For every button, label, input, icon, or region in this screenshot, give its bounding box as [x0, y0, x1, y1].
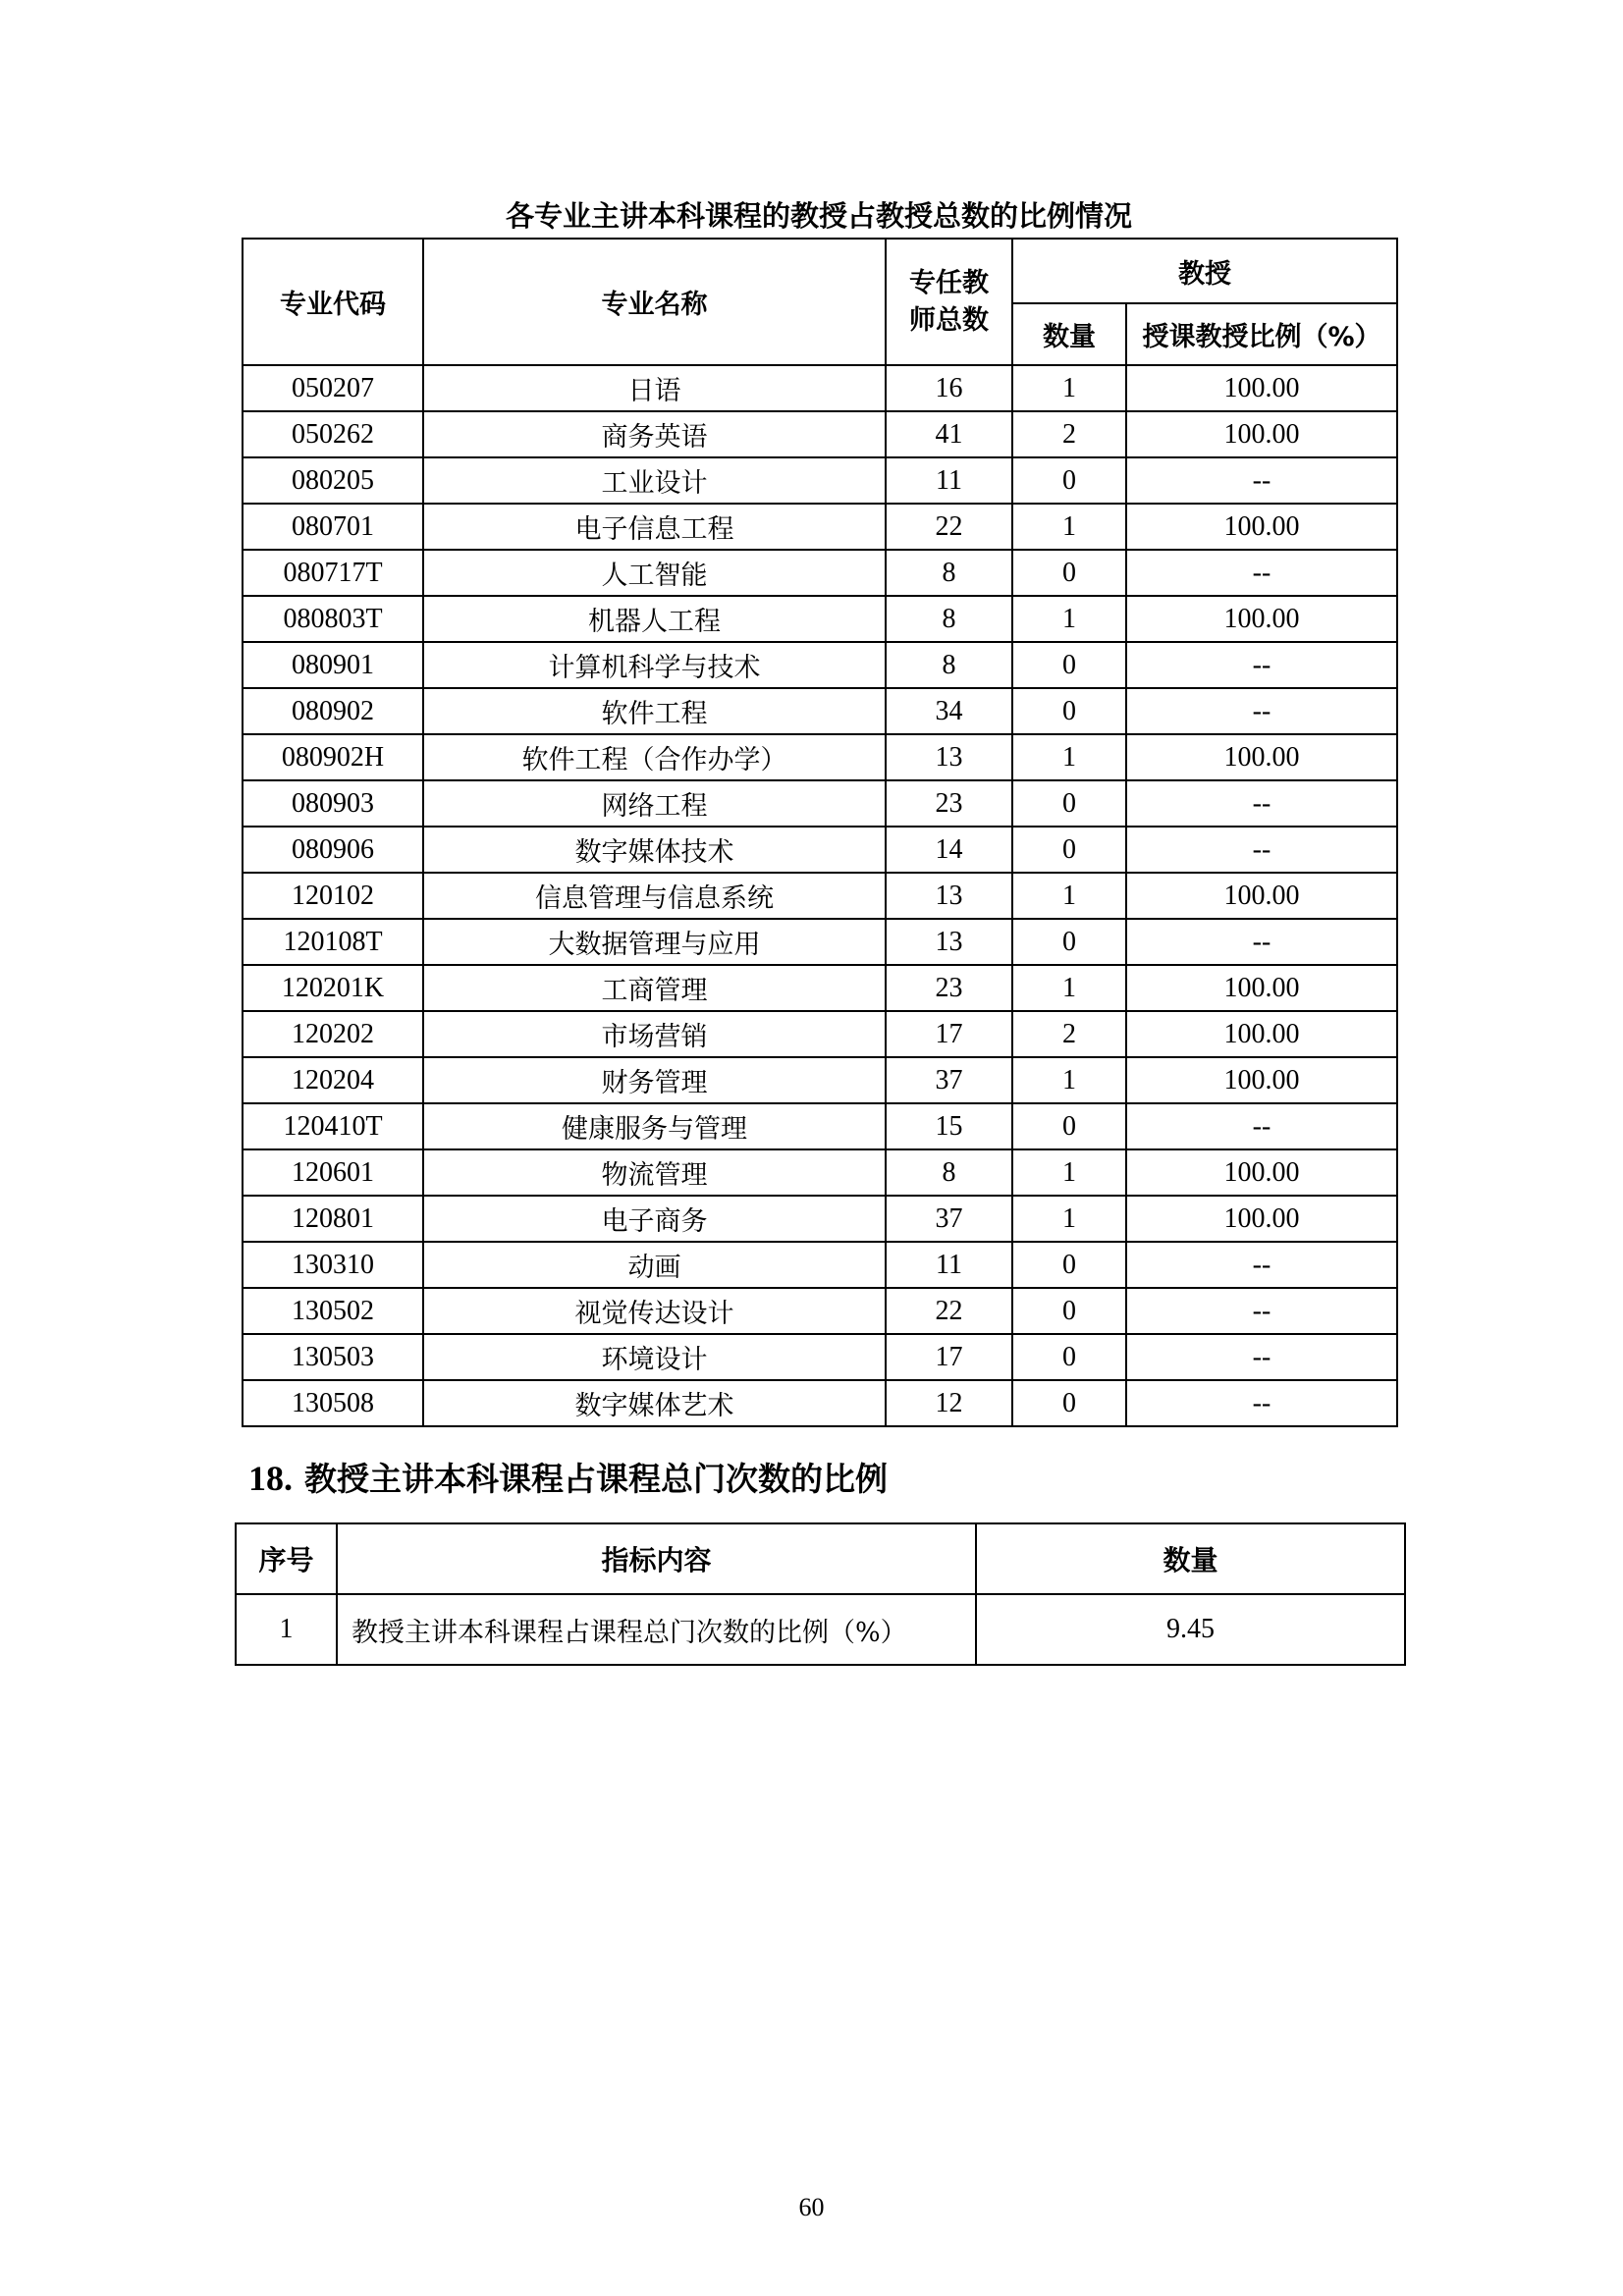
cell-major-code: 120601 — [243, 1149, 423, 1196]
cell-major-name: 物流管理 — [423, 1149, 886, 1196]
cell-professor-ratio: 100.00 — [1126, 411, 1397, 457]
table-title: 各专业主讲本科课程的教授占教授总数的比例情况 — [505, 199, 1132, 233]
cell-major-name: 市场营销 — [423, 1011, 886, 1057]
cell-major-name: 动画 — [423, 1242, 886, 1288]
cell-professor-ratio: 100.00 — [1126, 965, 1397, 1011]
cell-major-code: 080906 — [243, 827, 423, 873]
cell-professor-ratio: -- — [1126, 1288, 1397, 1334]
cell-professor-ratio: -- — [1126, 457, 1397, 504]
table-row — [243, 873, 1397, 919]
cell-teacher-total: 22 — [886, 1288, 1012, 1334]
table-row — [243, 1196, 1397, 1242]
cell-teacher-total: 11 — [886, 457, 1012, 504]
cell-teacher-total: 14 — [886, 827, 1012, 873]
table-row — [243, 1103, 1397, 1149]
summary-cell-index: 1 — [236, 1594, 337, 1665]
cell-professor-count: 0 — [1012, 780, 1126, 827]
cell-major-code: 080803T — [243, 596, 423, 642]
cell-major-name: 人工智能 — [423, 550, 886, 596]
cell-professor-count: 0 — [1012, 1380, 1126, 1426]
cell-teacher-total: 13 — [886, 873, 1012, 919]
cell-major-name: 大数据管理与应用 — [423, 919, 886, 965]
cell-teacher-total: 23 — [886, 780, 1012, 827]
table-row — [243, 1149, 1397, 1196]
table-row — [243, 1288, 1397, 1334]
cell-teacher-total: 15 — [886, 1103, 1012, 1149]
cell-major-code: 080205 — [243, 457, 423, 504]
cell-professor-ratio: -- — [1126, 642, 1397, 688]
cell-teacher-total: 12 — [886, 1380, 1012, 1426]
cell-professor-count: 1 — [1012, 1196, 1126, 1242]
cell-teacher-total: 34 — [886, 688, 1012, 734]
cell-professor-count: 0 — [1012, 827, 1126, 873]
cell-professor-ratio: 100.00 — [1126, 734, 1397, 780]
cell-major-name: 电子商务 — [423, 1196, 886, 1242]
cell-professor-ratio: 100.00 — [1126, 365, 1397, 411]
table-row — [243, 780, 1397, 827]
cell-major-name: 软件工程（合作办学） — [423, 734, 886, 780]
cell-major-code: 080903 — [243, 780, 423, 827]
cell-professor-count: 1 — [1012, 504, 1126, 550]
header-teacher-total-line2: 师总数 — [909, 304, 989, 336]
cell-major-name: 信息管理与信息系统 — [423, 873, 886, 919]
table-row — [243, 1380, 1397, 1426]
table-row — [243, 965, 1397, 1011]
summary-cell-content: 教授主讲本科课程占课程总门次数的比例（%） — [337, 1594, 976, 1665]
cell-professor-ratio: -- — [1126, 1242, 1397, 1288]
cell-teacher-total: 13 — [886, 919, 1012, 965]
table-row — [243, 457, 1397, 504]
summary-header-content: 指标内容 — [337, 1523, 976, 1594]
header-major-code: 专业代码 — [243, 239, 423, 365]
cell-major-name: 网络工程 — [423, 780, 886, 827]
page-number: 60 — [798, 2193, 825, 2221]
cell-professor-count: 0 — [1012, 1103, 1126, 1149]
cell-teacher-total: 23 — [886, 965, 1012, 1011]
cell-professor-ratio: -- — [1126, 1334, 1397, 1380]
cell-major-code: 120202 — [243, 1011, 423, 1057]
cell-major-name: 工商管理 — [423, 965, 886, 1011]
cell-major-code: 080902H — [243, 734, 423, 780]
summary-table-body — [236, 1594, 1405, 1665]
table-row — [243, 1242, 1397, 1288]
cell-major-code: 050262 — [243, 411, 423, 457]
header-teacher-total-line1: 专任教 — [909, 267, 989, 298]
cell-professor-count: 1 — [1012, 734, 1126, 780]
cell-professor-ratio: -- — [1126, 827, 1397, 873]
cell-professor-ratio: 100.00 — [1126, 1011, 1397, 1057]
cell-major-code: 130310 — [243, 1242, 423, 1288]
cell-teacher-total: 8 — [886, 642, 1012, 688]
cell-major-code: 120201K — [243, 965, 423, 1011]
cell-professor-ratio: -- — [1126, 1380, 1397, 1426]
cell-major-code: 120410T — [243, 1103, 423, 1149]
cell-major-code: 120204 — [243, 1057, 423, 1103]
cell-professor-count: 0 — [1012, 688, 1126, 734]
cell-professor-count: 0 — [1012, 1288, 1126, 1334]
summary-table — [235, 1522, 1406, 1666]
cell-teacher-total: 37 — [886, 1057, 1012, 1103]
cell-teacher-total: 8 — [886, 596, 1012, 642]
cell-teacher-total: 37 — [886, 1196, 1012, 1242]
cell-professor-count: 2 — [1012, 411, 1126, 457]
header-professor-group: 教授 — [1012, 239, 1397, 303]
table-row — [243, 1334, 1397, 1380]
cell-major-code: 080901 — [243, 642, 423, 688]
cell-teacher-total: 16 — [886, 365, 1012, 411]
cell-major-code: 080701 — [243, 504, 423, 550]
cell-teacher-total: 41 — [886, 411, 1012, 457]
cell-professor-ratio: 100.00 — [1126, 1057, 1397, 1103]
table-row — [243, 504, 1397, 550]
cell-professor-count: 1 — [1012, 873, 1126, 919]
cell-major-code: 080717T — [243, 550, 423, 596]
section-heading — [248, 1456, 888, 1502]
cell-professor-count: 1 — [1012, 596, 1126, 642]
table-row — [243, 596, 1397, 642]
table-row — [243, 550, 1397, 596]
professor-ratio-table — [242, 238, 1398, 1427]
table-row — [243, 827, 1397, 873]
header-professor-count: 数量 — [1012, 303, 1126, 365]
cell-professor-count: 0 — [1012, 550, 1126, 596]
cell-professor-ratio: -- — [1126, 1103, 1397, 1149]
cell-professor-ratio: 100.00 — [1126, 1196, 1397, 1242]
cell-major-name: 工业设计 — [423, 457, 886, 504]
professor-ratio-table-body — [243, 365, 1397, 1426]
cell-professor-count: 0 — [1012, 1334, 1126, 1380]
cell-major-code: 050207 — [243, 365, 423, 411]
table-row — [243, 642, 1397, 688]
cell-major-name: 视觉传达设计 — [423, 1288, 886, 1334]
section-title: 教授主讲本科课程占课程总门次数的比例 — [304, 1460, 888, 1498]
table-row — [236, 1594, 1405, 1665]
cell-major-name: 数字媒体技术 — [423, 827, 886, 873]
cell-professor-ratio: 100.00 — [1126, 1149, 1397, 1196]
cell-major-name: 电子信息工程 — [423, 504, 886, 550]
cell-professor-ratio: -- — [1126, 780, 1397, 827]
cell-major-code: 130508 — [243, 1380, 423, 1426]
cell-major-code: 130502 — [243, 1288, 423, 1334]
cell-major-name: 软件工程 — [423, 688, 886, 734]
cell-major-name: 机器人工程 — [423, 596, 886, 642]
cell-major-name: 商务英语 — [423, 411, 886, 457]
cell-professor-count: 0 — [1012, 642, 1126, 688]
cell-professor-count: 1 — [1012, 1149, 1126, 1196]
cell-professor-ratio: -- — [1126, 550, 1397, 596]
cell-teacher-total: 13 — [886, 734, 1012, 780]
cell-professor-count: 1 — [1012, 1057, 1126, 1103]
header-major-name: 专业名称 — [423, 239, 886, 365]
cell-major-code: 120801 — [243, 1196, 423, 1242]
cell-major-name: 健康服务与管理 — [423, 1103, 886, 1149]
cell-teacher-total: 8 — [886, 1149, 1012, 1196]
cell-major-name: 财务管理 — [423, 1057, 886, 1103]
cell-professor-count: 0 — [1012, 919, 1126, 965]
cell-professor-count: 1 — [1012, 365, 1126, 411]
cell-major-name: 环境设计 — [423, 1334, 886, 1380]
table-row — [243, 1011, 1397, 1057]
cell-professor-ratio: -- — [1126, 919, 1397, 965]
table-row — [243, 919, 1397, 965]
cell-major-name: 计算机科学与技术 — [423, 642, 886, 688]
summary-header-value: 数量 — [976, 1523, 1405, 1594]
cell-professor-ratio: 100.00 — [1126, 873, 1397, 919]
cell-major-name: 数字媒体艺术 — [423, 1380, 886, 1426]
cell-teacher-total: 22 — [886, 504, 1012, 550]
cell-professor-count: 2 — [1012, 1011, 1126, 1057]
table-row — [243, 411, 1397, 457]
table-row — [243, 688, 1397, 734]
cell-professor-count: 1 — [1012, 965, 1126, 1011]
cell-professor-ratio: 100.00 — [1126, 504, 1397, 550]
section-number: 18. — [248, 1459, 293, 1498]
summary-header-index: 序号 — [236, 1523, 337, 1594]
table-row — [243, 365, 1397, 411]
cell-professor-count: 0 — [1012, 1242, 1126, 1288]
cell-teacher-total: 17 — [886, 1334, 1012, 1380]
cell-major-name: 日语 — [423, 365, 886, 411]
cell-major-code: 120102 — [243, 873, 423, 919]
cell-teacher-total: 17 — [886, 1011, 1012, 1057]
table-row — [243, 734, 1397, 780]
header-professor-ratio: 授课教授比例（%） — [1126, 303, 1397, 365]
cell-teacher-total: 8 — [886, 550, 1012, 596]
cell-professor-count: 0 — [1012, 457, 1126, 504]
cell-professor-ratio: -- — [1126, 688, 1397, 734]
header-teacher-total — [886, 239, 1012, 365]
summary-cell-value: 9.45 — [976, 1594, 1405, 1665]
table-row — [243, 1057, 1397, 1103]
cell-major-code: 080902 — [243, 688, 423, 734]
cell-major-code: 120108T — [243, 919, 423, 965]
cell-teacher-total: 11 — [886, 1242, 1012, 1288]
cell-professor-ratio: 100.00 — [1126, 596, 1397, 642]
cell-major-code: 130503 — [243, 1334, 423, 1380]
